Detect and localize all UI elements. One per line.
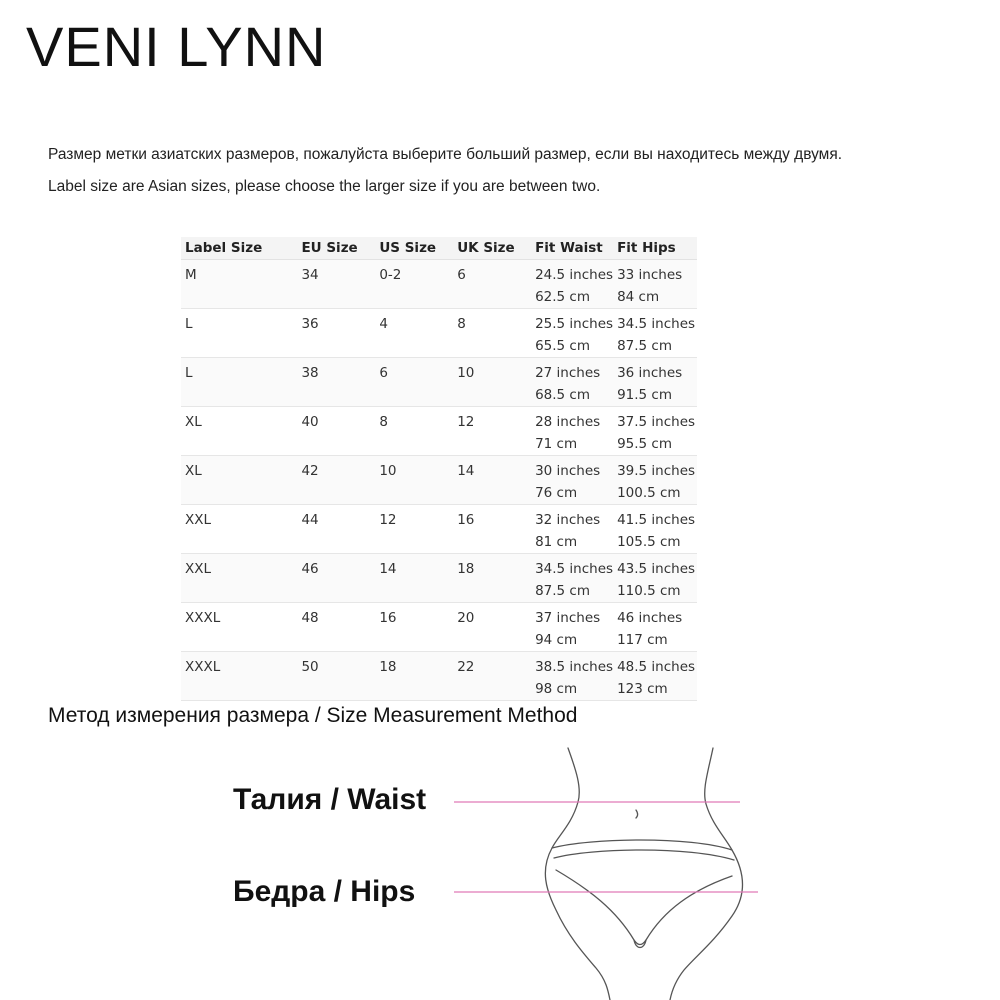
cell-label-size: XXXL: [181, 603, 297, 652]
cell-fit-hips-inches: 41.5 inches: [617, 512, 696, 528]
cell-fit-hips-cm: 117 cm: [617, 632, 668, 648]
cell-fit-hips-inches: 39.5 inches: [617, 463, 696, 479]
table-row: [181, 358, 697, 407]
cell-us-size: 8: [375, 407, 453, 456]
cell-uk-size: 14: [453, 456, 531, 505]
size-note-english: Label size are Asian sizes, please choose the larger size if you are between two.: [48, 178, 601, 195]
cell-fit-waist-cm: 76 cm: [535, 485, 578, 501]
table-row: [181, 652, 697, 701]
cell-fit-waist-inches: 30 inches: [535, 463, 601, 479]
cell-fit-waist-inches: 34.5 inches: [535, 561, 614, 577]
cell-fit-waist-cm: 65.5 cm: [535, 338, 591, 354]
cell-eu-size: 44: [297, 505, 375, 554]
body-measurement-illustration: [440, 740, 760, 1000]
hips-label: Бедра / Hips: [233, 875, 416, 908]
cell-eu-size: 34: [297, 260, 375, 309]
cell-label-size: M: [181, 260, 297, 309]
cell-uk-size: 8: [453, 309, 531, 358]
cell-eu-size: 48: [297, 603, 375, 652]
cell-label-size: XXL: [181, 505, 297, 554]
cell-fit-waist: [531, 358, 613, 407]
cell-eu-size: 36: [297, 309, 375, 358]
cell-uk-size: 22: [453, 652, 531, 701]
cell-fit-hips-inches: 37.5 inches: [617, 414, 696, 430]
cell-us-size: 6: [375, 358, 453, 407]
cell-fit-hips: [613, 309, 697, 358]
table-row: [181, 603, 697, 652]
cell-eu-size: 50: [297, 652, 375, 701]
cell-fit-hips-inches: 33 inches: [617, 267, 683, 283]
cell-fit-waist-cm: 81 cm: [535, 534, 578, 550]
cell-fit-hips: [613, 260, 697, 309]
table-row: [181, 505, 697, 554]
header-us-size: US Size: [375, 237, 453, 260]
cell-fit-waist-inches: 32 inches: [535, 512, 601, 528]
cell-fit-hips-cm: 123 cm: [617, 681, 668, 697]
cell-fit-waist-inches: 38.5 inches: [535, 659, 614, 675]
cell-label-size: L: [181, 358, 297, 407]
cell-fit-waist-cm: 62.5 cm: [535, 289, 591, 305]
cell-uk-size: 16: [453, 505, 531, 554]
body-outline: [545, 748, 742, 1000]
size-chart-table: [181, 237, 697, 701]
header-uk-size: UK Size: [453, 237, 531, 260]
cell-us-size: 12: [375, 505, 453, 554]
cell-uk-size: 10: [453, 358, 531, 407]
cell-fit-hips: [613, 554, 697, 603]
cell-us-size: 16: [375, 603, 453, 652]
cell-fit-waist-cm: 98 cm: [535, 681, 578, 697]
cell-fit-hips: [613, 505, 697, 554]
cell-us-size: 18: [375, 652, 453, 701]
cell-fit-waist: [531, 407, 613, 456]
cell-fit-waist: [531, 309, 613, 358]
cell-fit-hips: [613, 407, 697, 456]
header-label-size: Label Size: [181, 237, 297, 260]
measurement-method-title: Метод измерения размера / Size Measurement Method: [48, 704, 578, 727]
cell-fit-hips-inches: 43.5 inches: [617, 561, 696, 577]
cell-us-size: 4: [375, 309, 453, 358]
header-eu-size: EU Size: [297, 237, 375, 260]
cell-fit-waist-cm: 68.5 cm: [535, 387, 591, 403]
cell-fit-hips-cm: 95.5 cm: [617, 436, 672, 452]
cell-fit-hips-inches: 34.5 inches: [617, 316, 696, 332]
brand-logo-text: VENI LYNN: [26, 15, 327, 78]
table-row: [181, 260, 697, 309]
cell-fit-waist-inches: 24.5 inches: [535, 267, 614, 283]
table-row: [181, 554, 697, 603]
cell-fit-hips-cm: 105.5 cm: [617, 534, 681, 550]
cell-fit-waist-cm: 87.5 cm: [535, 583, 591, 599]
cell-us-size: 10: [375, 456, 453, 505]
cell-us-size: 14: [375, 554, 453, 603]
cell-fit-waist-inches: 37 inches: [535, 610, 601, 626]
cell-us-size: 0-2: [375, 260, 453, 309]
cell-label-size: XL: [181, 407, 297, 456]
cell-fit-waist-cm: 94 cm: [535, 632, 578, 648]
cell-eu-size: 40: [297, 407, 375, 456]
waist-label: Талия / Waist: [233, 783, 427, 816]
table-header-row: [181, 237, 697, 260]
cell-fit-waist-inches: 25.5 inches: [535, 316, 614, 332]
cell-fit-hips: [613, 603, 697, 652]
cell-eu-size: 46: [297, 554, 375, 603]
cell-fit-hips-cm: 110.5 cm: [617, 583, 681, 599]
cell-label-size: XL: [181, 456, 297, 505]
cell-uk-size: 12: [453, 407, 531, 456]
cell-uk-size: 6: [453, 260, 531, 309]
cell-label-size: XXXL: [181, 652, 297, 701]
cell-uk-size: 20: [453, 603, 531, 652]
cell-fit-waist: [531, 456, 613, 505]
table-row: [181, 407, 697, 456]
cell-fit-waist: [531, 652, 613, 701]
header-fit-waist: Fit Waist: [531, 237, 613, 260]
cell-fit-hips-inches: 36 inches: [617, 365, 683, 381]
cell-fit-hips-cm: 84 cm: [617, 289, 660, 305]
cell-fit-hips-inches: 48.5 inches: [617, 659, 696, 675]
cell-fit-hips-inches: 46 inches: [617, 610, 683, 626]
size-chart-body: [181, 260, 697, 701]
size-note-russian: Размер метки азиатских размеров, пожалуйста выберите больший размер, если вы находитесь между двумя.: [48, 146, 843, 163]
cell-eu-size: 42: [297, 456, 375, 505]
cell-fit-waist: [531, 603, 613, 652]
cell-fit-waist-inches: 27 inches: [535, 365, 601, 381]
cell-label-size: XXL: [181, 554, 297, 603]
cell-fit-hips-cm: 100.5 cm: [617, 485, 681, 501]
cell-fit-hips: [613, 358, 697, 407]
cell-fit-waist-inches: 28 inches: [535, 414, 601, 430]
table-row: [181, 309, 697, 358]
cell-fit-waist: [531, 554, 613, 603]
cell-eu-size: 38: [297, 358, 375, 407]
cell-label-size: L: [181, 309, 297, 358]
cell-fit-hips: [613, 456, 697, 505]
cell-fit-hips: [613, 652, 697, 701]
header-fit-hips: Fit Hips: [613, 237, 697, 260]
cell-fit-waist: [531, 260, 613, 309]
cell-fit-waist-cm: 71 cm: [535, 436, 578, 452]
cell-fit-waist: [531, 505, 613, 554]
table-row: [181, 456, 697, 505]
cell-fit-hips-cm: 87.5 cm: [617, 338, 672, 354]
cell-uk-size: 18: [453, 554, 531, 603]
cell-fit-hips-cm: 91.5 cm: [617, 387, 672, 403]
